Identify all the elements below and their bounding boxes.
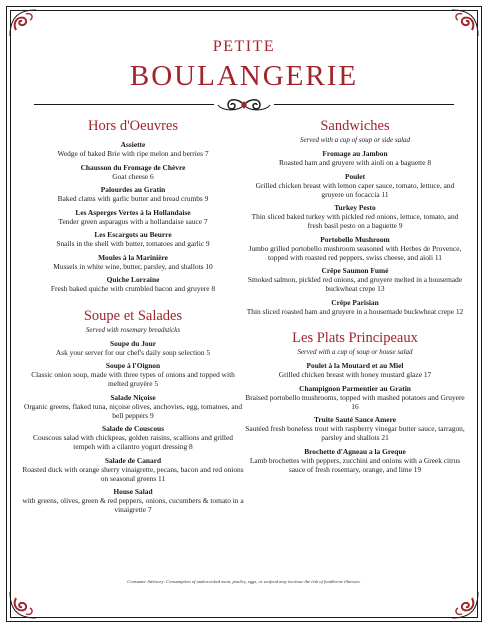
menu-item (22, 339, 244, 357)
menu-item-description: Classic onion soup, made with three types of onions and topped with melted gruyère 5 (31, 370, 235, 388)
menu-item (22, 393, 244, 420)
menu-item-description: Ask your server for our chef's daily soup selection 5 (55, 347, 211, 357)
scroll-ornament-icon (214, 96, 274, 114)
menu-item-name: Truite Sauté Sauce Amere (313, 415, 397, 424)
corner-ornament-icon (6, 6, 40, 40)
menu-item-name: Crêpe Saumon Fumé (321, 266, 389, 275)
corner-ornament-icon (448, 588, 482, 622)
section-title: Hors d'Oeuvres (88, 118, 178, 134)
menu-item-description: Mussels in white wine, butter, parsley, and shallots 10 (53, 261, 213, 271)
menu-item (244, 172, 466, 199)
menu-item-description: Organic greens, flaked tuna, niçoise olives, anchovies, egg, tomatoes, and bell peppers 9 (23, 401, 243, 420)
menu-item (244, 384, 466, 411)
small-title: PETITE (212, 38, 276, 55)
menu-item (244, 235, 466, 262)
menu-item-description: Couscous salad with chickpeas, golden raisins, scallions and grilled tempeh with a cilantro yogurt dressing 8 (33, 433, 233, 451)
menu-item (22, 253, 244, 271)
menu-item-description: Snails in the shell with butter, tomatoes and garlic 9 (56, 239, 210, 248)
section-note: Served with a cup of soup or house salad (297, 348, 413, 356)
menu-item (244, 266, 466, 293)
menu-item (244, 298, 466, 316)
menu-item-description: with greens, olives, green & red peppers, onions, cucumbers & tomato in a vinaigrette 7 (22, 496, 244, 514)
menu-item-description: Wedge of baked Brie with ripe melon and berries 7 (57, 149, 209, 158)
menu-item-description: Thin sliced roasted ham and gruyere in a housemade buckwheat crepe 12 (246, 306, 464, 316)
section-gap (22, 298, 244, 308)
menu-item (244, 415, 466, 442)
menu-item (244, 149, 466, 167)
menu-section (244, 118, 466, 316)
menu-item (22, 361, 244, 388)
divider-left (34, 104, 214, 105)
menu-item-description: Lamb brochettes with peppers, zucchini and onions with a Greek citrus sauce of fresh rosemary, orange, and lime 19 (249, 455, 461, 474)
menu-item (22, 140, 244, 158)
menu-item-description: Thin sliced baked turkey with pickled red onions, lettuce, tomato, and fresh basil pesto on a baguette 9 (251, 212, 459, 230)
section-note: Served with rosemary breadsticks (85, 325, 181, 334)
menu-item (22, 163, 244, 181)
left-column (22, 118, 244, 519)
menu-item-name: Chausson du Fromage de Chèvre (80, 162, 186, 172)
menu-section (244, 330, 466, 474)
menu-section (22, 308, 244, 515)
menu-item-description: Sautéed fresh boneless trout with raspberry vinegar butter sauce, tarragon, parsley and shallots 21 (245, 424, 465, 442)
menu-item-name: Les Escargots au Beurre (94, 230, 172, 239)
section-title: Sandwiches (320, 118, 390, 134)
right-column (244, 118, 466, 478)
menu-item-name: Champignon Parmentier au Gratin (299, 383, 411, 393)
menu-item-description: Smoked salmon, pickled red onions, and gruyere melted in a housemade buckwheat crepe 13 (247, 275, 463, 293)
menu-item (22, 208, 244, 226)
corner-ornament-icon (6, 588, 40, 622)
menu-item (244, 361, 466, 379)
page-title: BOULANGERIE (129, 60, 359, 92)
menu-item (244, 447, 466, 474)
menu-item-name: Brochette d'Agneau a la Greque (304, 446, 406, 456)
menu-item-name: Quiche Lorraine (106, 275, 160, 284)
section-gap (244, 320, 466, 330)
menu-item-name: Salade Niçoise (110, 392, 156, 402)
menu-item-description: Braised portobello mushrooms, topped with mashed potatoes and Gruyere 16 (245, 392, 465, 411)
menu-item-description: Grilled chicken breast with honey mustard glaze 17 (278, 370, 432, 379)
menu-item (244, 203, 466, 230)
menu-item-name: Soupe à l'Oignon (105, 361, 161, 370)
menu-item-description: Grilled chicken breast with lemon caper sauce, tomato, lettuce, and gruyere on focaccia 11 (255, 180, 455, 199)
menu-item-description: Fresh baked quiche with crumbled bacon and gruyere 8 (50, 284, 216, 293)
menu-item (22, 230, 244, 248)
menu-item-name: Portobello Mushroom (320, 234, 390, 244)
menu-item-name: Soupe du Jour (109, 338, 156, 348)
menu-item-description: Jumbo grilled portobello mushroom seasoned with Herbes de Provence, topped with roasted red peppers, swiss cheese, and aioli 11 (248, 243, 462, 262)
menu-item-name: Poulet (344, 171, 366, 181)
menu-item (22, 185, 244, 203)
menu-item-description: Roasted duck with orange sherry vinaigrette, pecans, bacon and red onions on seasonal greens 11 (22, 464, 244, 483)
menu-item (22, 487, 244, 514)
menu-item-description: Roasted ham and gruyere with aioli on a baguette 8 (278, 158, 432, 167)
menu-item-description: Baked clams with garlic butter and bread crumbs 9 (57, 194, 209, 203)
menu-item-name: Salade de Couscous (101, 424, 164, 433)
menu-item-name: Moules à la Marinière (98, 252, 168, 262)
menu-item-name: Fromage au Jambon (322, 149, 388, 158)
consumer-advisory: Consumer Advisory: Consumption of undercooked meat, poultry, eggs, or seafood may increase the risk of foodborne illnesses. (127, 579, 361, 584)
section-note: Served with a cup of soup or side salad (299, 136, 411, 144)
menu-header (0, 38, 488, 92)
section-title: Les Plats Principeaux (292, 330, 418, 346)
menu-item-name: Turkey Pesto (334, 203, 376, 212)
menu-item-description: Goat cheese 6 (112, 171, 154, 181)
menu-item-name: Assiette (120, 140, 146, 149)
menu-item (22, 456, 244, 483)
menu-item-name: Les Asperges Vertes à la Hollandaise (75, 207, 191, 217)
corner-ornament-icon (448, 6, 482, 40)
menu-item (22, 275, 244, 293)
menu-item-name: Salade de Canard (104, 455, 162, 465)
section-title: Soupe et Salades (83, 307, 183, 324)
menu-item (22, 424, 244, 451)
menu-item-name: Crêpe Parisian (331, 297, 379, 307)
menu-item-name: Poulet à la Moutard et au Miel (306, 361, 404, 370)
menu-item-name: Palourdes au Gratin (100, 185, 166, 194)
menu-item-description: Tender green asparagus with a hollandaise sauce 7 (58, 216, 208, 226)
menu-item-name: House Salad (113, 487, 153, 496)
menu-section (22, 118, 244, 293)
divider-right (274, 104, 454, 105)
